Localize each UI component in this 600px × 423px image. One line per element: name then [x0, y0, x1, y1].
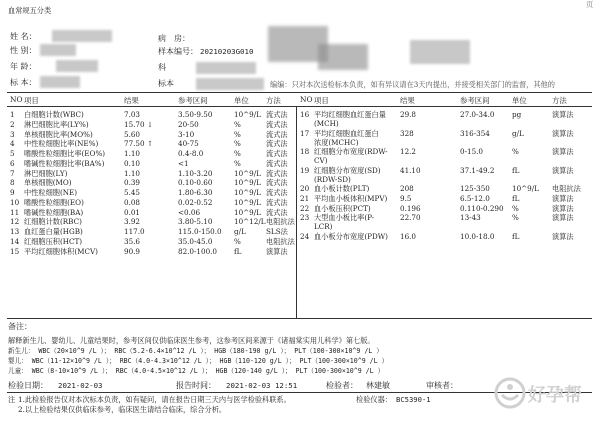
page-corner-text: 页 [586, 0, 594, 9]
specimen-label: 标 本： [10, 78, 37, 87]
cell-result: 90.9 [124, 246, 141, 256]
cell-ref: 0.110-0.290 [460, 203, 504, 213]
cell-no: 7 [10, 168, 15, 178]
cell-no: 14 [10, 236, 20, 246]
cell-result: 117.0 [124, 227, 145, 236]
cell-no: 2 [10, 119, 15, 129]
cell-ref: <1 [178, 158, 189, 168]
cell-unit: % [512, 203, 519, 213]
result-row-right [0, 129, 600, 148]
cell-ref: 82.0-100.0 [178, 246, 218, 256]
cell-result: 0.196 [400, 203, 421, 213]
cell-item: 红细胞分布宽度(SD) [314, 165, 381, 175]
cell-unit: % [234, 158, 241, 168]
cell-result: 5.45 [124, 188, 141, 197]
report-time-label: 报告时间： [176, 381, 216, 390]
table-header-rule [7, 106, 592, 107]
result-row-right [0, 232, 600, 242]
cell-method: 演算法 [552, 128, 574, 138]
cell-result: 7.03 [124, 110, 141, 119]
cell-no: 5 [10, 149, 15, 158]
col-result-right: 结果 [400, 96, 415, 105]
age-label: 年 龄： [10, 62, 37, 71]
specimen-remark-label: 标本 [158, 79, 174, 88]
cell-ref: <0.06 [178, 207, 201, 217]
cell-method: 流式法 [266, 197, 288, 207]
col-method-left: 方法 [266, 96, 281, 105]
cell-result: 1.10 [124, 168, 141, 178]
instrument-label: 检验仪器： [356, 395, 392, 404]
document-title: 血常规五分类 [8, 6, 52, 15]
name-label: 姓 名： [10, 32, 37, 41]
cell-ref: 27.0-34.0 [460, 110, 495, 119]
examiner-label: 检验者： [326, 381, 358, 390]
cell-item: 血小板计数(PLT) [314, 184, 370, 193]
examiner-name: 林建敏 [366, 381, 390, 390]
reviewer-label: 审核者： [426, 381, 458, 390]
cell-no: 18 [300, 147, 310, 156]
cell-ref: 0.02-0.52 [178, 197, 213, 207]
cell-unit: % [512, 147, 519, 156]
result-row-right [0, 194, 600, 204]
table-bottom-rule [7, 318, 592, 319]
table-top-rule [7, 92, 592, 93]
exam-date: 2021-02-03 [58, 381, 103, 390]
cell-item: 平均血小板体积(MPV) [314, 193, 388, 203]
cell-result: 0.08 [124, 197, 141, 207]
cell-ref: 6.5-12.0 [460, 193, 490, 203]
cell-ref: 3-10 [178, 129, 195, 139]
cell-unit: 10^9/L [234, 207, 261, 217]
cell-result: 12.2 [400, 147, 417, 156]
col-ref-right: 参考区间 [460, 96, 490, 105]
cell-unit: % [234, 139, 241, 149]
cell-item: 血小板压积(PCT) [314, 203, 371, 213]
cell-method: 演算法 [266, 246, 288, 256]
cell-item: 嗜碱性粒细胞比率(BA%) [24, 158, 105, 168]
sample-no-value: 20210203G010 [200, 47, 254, 56]
cell-unit: 10^9/L [234, 188, 261, 197]
cell-item: 红细胞分布宽度(RDW- [314, 147, 388, 156]
redacted-remark [196, 78, 264, 90]
result-row-right [0, 204, 600, 214]
cell-result: 16.0 [400, 231, 417, 241]
cell-item: 嗜酸性粒细胞(EO) [24, 197, 84, 207]
col-unit-right: 单位 [512, 96, 527, 105]
cell-item-continued: 浓度(MCHC) [314, 137, 359, 147]
department-label: 科 [158, 63, 166, 72]
cell-unit: 10^9/L [234, 110, 261, 119]
cell-unit: 10^9/L [234, 197, 261, 207]
col-no-right: NO [300, 95, 313, 104]
exam-date-label: 检验日期： [8, 381, 48, 390]
redacted-gender [40, 44, 76, 56]
footer-note-2: 2.以上检验结果仅供临床参考，临床医生请结合临床，综合分析。 [18, 405, 227, 414]
cell-unit: fL [512, 193, 520, 203]
cell-method: 演算法 [552, 165, 574, 175]
cell-ref: 37.1-49.2 [460, 165, 495, 175]
cell-item-continued: LCR) [314, 222, 333, 232]
cell-item: 血小板分布宽度(PDW) [314, 231, 388, 241]
cell-unit: % [512, 213, 519, 223]
cell-unit: % [234, 119, 241, 129]
cell-ref: 3.50-9.50 [178, 110, 213, 119]
cell-item: 大型血小板比率(P- [314, 213, 374, 223]
cell-method: 演算法 [552, 147, 574, 156]
cell-result: 15.70 ↓ [124, 119, 153, 129]
cell-ref: 13-43 [460, 213, 481, 223]
notes-explanation: 解释新生儿、婴幼儿、儿童结果时，参考区间仅供临床医生参考，这参考区间来源于《诸福棠实用儿科学》第七版。 [8, 336, 375, 345]
cell-no: 4 [10, 139, 15, 149]
cell-result: 22.70 [400, 213, 421, 223]
cell-method: 流式法 [266, 207, 288, 217]
cell-ref: 40-75 [178, 139, 199, 149]
cell-method: SLS法 [266, 227, 288, 236]
cell-item: 嗜酸性粒细胞比率(EO%) [24, 149, 106, 158]
cell-item: 淋巴细胞(LY) [24, 168, 68, 178]
cell-item-continued: (MCH) [314, 119, 339, 128]
cell-ref: 35.0-45.0 [178, 236, 213, 246]
cell-ref: 1.80-6.30 [178, 188, 213, 197]
cell-no: 17 [300, 128, 310, 138]
col-result-left: 结果 [124, 96, 139, 105]
col-item-left: 项目 [24, 96, 39, 105]
cell-ref: 3.80-5.10 [178, 217, 213, 227]
cell-method: 流式法 [266, 110, 288, 119]
cell-no: 3 [10, 129, 15, 139]
cell-unit: pg [512, 110, 522, 119]
cell-result: 0.39 [124, 178, 141, 188]
cell-unit: % [234, 149, 241, 158]
cell-item: 单核细胞比率(MO%) [24, 129, 93, 139]
cell-ref: 1.10-3.20 [178, 168, 213, 178]
cell-result: 41.10 [400, 165, 421, 175]
cell-result: 9.5 [400, 193, 412, 203]
notes-line-infant: 婴儿： WBC（11-12×10^9 /L ）； RBC（4.0-4.3×10^12 /L ）； HGB（110-120 g/L ）； PLT（100-300×10^9 /L ） [8, 357, 389, 365]
cell-item: 白细胞计数(WBC) [24, 110, 84, 119]
cell-unit: fL [234, 246, 242, 256]
cell-result: 1.10 [124, 149, 141, 158]
notes-label: 备注： [8, 322, 32, 331]
watermark [492, 373, 592, 417]
cell-result: 35.6 [124, 236, 141, 246]
cell-unit: % [234, 236, 241, 246]
col-unit-left: 单位 [234, 96, 249, 105]
cell-method: 演算法 [552, 193, 574, 203]
cell-item-continued: CV) [314, 156, 328, 165]
cell-unit: g/L [234, 227, 246, 236]
cell-unit: 10^9/L [234, 168, 261, 178]
cell-no: 6 [10, 158, 15, 168]
cell-item: 中性粒细胞(NE) [24, 188, 78, 197]
cell-result: 5.60 [124, 129, 141, 139]
cell-method: 流式法 [266, 119, 288, 129]
cell-unit: % [234, 129, 241, 139]
cell-no: 23 [300, 213, 310, 223]
cell-result: 0.10 [124, 158, 141, 168]
col-no-left: NO [10, 95, 23, 104]
report-time: 2021-02-03 12:51 [226, 381, 298, 390]
cell-item: 红细胞计数(RBC) [24, 217, 82, 227]
result-row-right [0, 165, 600, 188]
cell-method: 演算法 [552, 231, 574, 241]
cell-no: 24 [300, 231, 310, 241]
cell-method: 流式法 [266, 178, 288, 188]
watermark-text: 好孕帮 [528, 385, 582, 406]
result-row-right [0, 110, 600, 129]
cell-result: 208 [400, 184, 414, 193]
cell-no: 11 [10, 207, 20, 217]
cell-method: 电阻抗法 [266, 217, 295, 227]
cell-ref: 125-350 [460, 184, 490, 193]
cell-item: 平均红细胞血红蛋白 [314, 128, 379, 138]
cell-ref: 115.0-150.0 [178, 227, 222, 236]
cell-method: 流式法 [266, 188, 288, 197]
redacted-dept [196, 62, 256, 74]
notes-line-child: 儿童： WBC（8-10×10^9 /L ）； RBC（4.0-4.5×10^12 /L ）； HGB（120-140 g/L ）； PLT（100-300×10^9 /L ） [8, 367, 385, 375]
cell-unit: 10^12/L [234, 217, 266, 227]
redacted-block-2 [318, 44, 368, 70]
cell-ref: 0.10-0.60 [178, 178, 213, 188]
cell-item: 血红蛋白量(HGB) [24, 227, 83, 236]
redacted-specimen [40, 76, 80, 88]
cell-method: 电阻抗法 [266, 236, 295, 246]
result-row-right [0, 147, 600, 166]
cell-item: 中性粒细胞比率(NE%) [24, 139, 99, 149]
ward-label: 病 [158, 34, 166, 43]
cell-item-continued: (RDW-SD) [314, 174, 351, 184]
cell-no: 15 [10, 246, 20, 256]
cell-ref: 20-50 [178, 119, 199, 129]
cell-unit: fL [512, 231, 520, 241]
cell-method: 流式法 [266, 129, 288, 139]
cell-no: 16 [300, 110, 310, 119]
instrument-code: BC5390-1 [396, 395, 431, 404]
gender-label: 性 别： [10, 46, 37, 55]
col-item-right: 项目 [314, 96, 329, 105]
cell-item: 淋巴细胞比率(LY%) [24, 119, 89, 129]
footer-note-label: 注 [8, 395, 16, 404]
cell-unit: 10^9/L [512, 184, 539, 193]
result-row-left [0, 247, 296, 256]
col-method-right: 方法 [552, 96, 567, 105]
cell-result: 0.01 [124, 207, 141, 217]
cell-method: 电阻抗法 [552, 184, 581, 193]
cell-unit: 10^9/L [234, 178, 261, 188]
cell-unit: fL [512, 165, 520, 175]
sample-no-label: 样本编号： [158, 47, 198, 56]
ward-suffix: 房： [174, 34, 190, 43]
cell-unit: g/L [512, 128, 524, 138]
cell-method: 流式法 [266, 139, 288, 149]
cell-method: 流式法 [266, 168, 288, 178]
cell-ref: 0-15.0 [460, 147, 484, 156]
cell-item: 嗜碱性粒细胞(BA) [24, 207, 84, 217]
report-disclaimer: 编编：只对本次送检标本负责，如有异议请在3天内提出，并接受相关部门的监督，其他的 [270, 80, 555, 89]
cell-no: 9 [10, 188, 15, 197]
footer-note-1: 1.此检验报告仅对本次标本负责，如有疑问，请在报告日期三天内与医学检验科联系。 [18, 395, 291, 404]
col-ref-left: 参考区间 [178, 96, 208, 105]
cell-no: 12 [10, 217, 20, 227]
table-header [0, 95, 600, 105]
redacted-block-3 [410, 40, 470, 64]
cell-no: 8 [10, 178, 15, 188]
cell-no: 1 [10, 110, 15, 119]
notes-line-newborn: 新生儿： WBC（20×10^9 /L ）； RBC（5.2-6.4×10^12 /L ）； HGB（180-190 g/L ）； PLT（100-300×10^9 /L ） [8, 347, 383, 355]
cell-item: 单核细胞(MO) [24, 178, 72, 188]
cell-ref: 10.0-18.0 [460, 231, 495, 241]
cell-result: 3.92 [124, 217, 141, 227]
cell-item: 红细胞压积(HCT) [24, 236, 83, 246]
cell-method: 演算法 [552, 110, 574, 119]
cell-method: 演算法 [552, 203, 574, 213]
cell-result: 328 [400, 128, 414, 138]
cell-no: 22 [300, 203, 310, 213]
redacted-age [56, 60, 98, 72]
cell-no: 10 [10, 197, 20, 207]
cell-method: 演算法 [552, 213, 574, 223]
cell-no: 21 [300, 193, 310, 203]
result-row-right [0, 184, 600, 194]
cell-method: 流式法 [266, 149, 288, 158]
cell-ref: 316-354 [460, 128, 490, 138]
cell-ref: 0.4-8.0 [178, 149, 204, 158]
cell-no: 20 [300, 184, 310, 193]
cell-no: 13 [10, 227, 20, 236]
cell-method: 流式法 [266, 158, 288, 168]
redacted-name [52, 30, 112, 42]
cell-result: 77.50 ↑ [124, 139, 153, 149]
cell-result: 29.8 [400, 110, 417, 119]
cell-item: 平均红细胞体积(MCV) [24, 246, 98, 256]
cell-no: 19 [300, 165, 310, 175]
cell-item: 平均红细胞血红蛋白量 [314, 110, 386, 119]
result-row-right [0, 213, 600, 232]
